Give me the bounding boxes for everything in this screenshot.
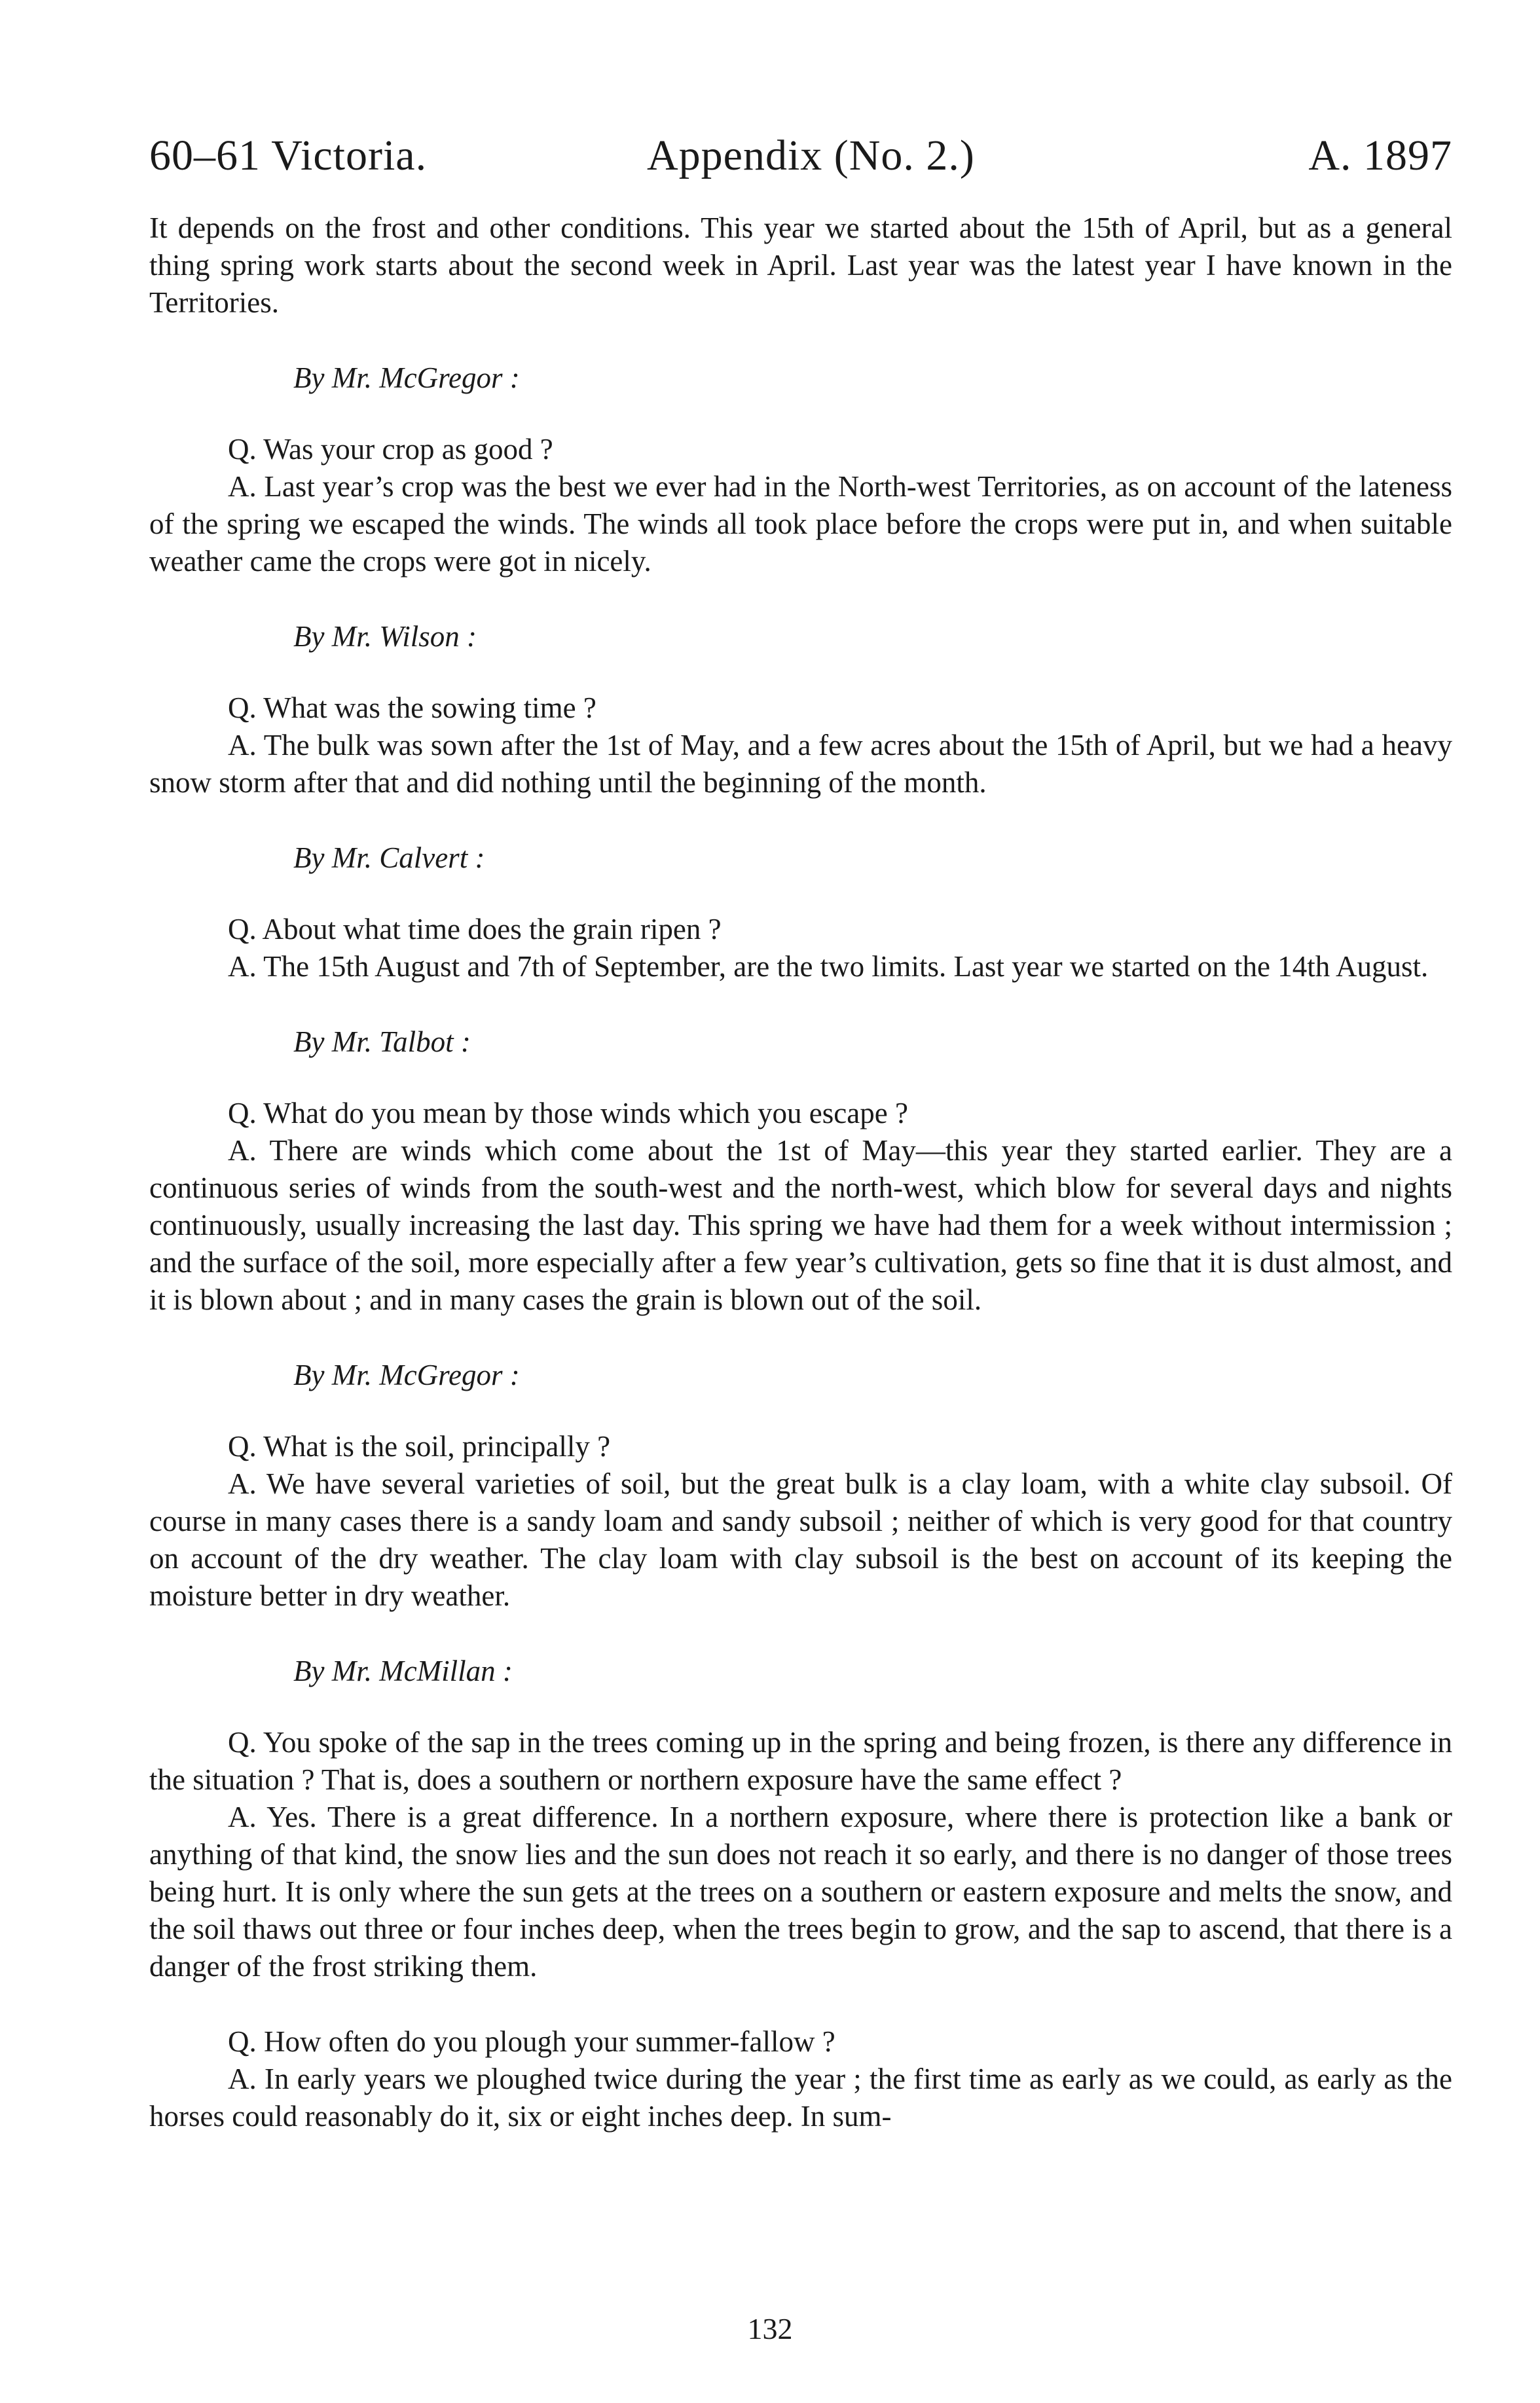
- header-session: 60–61 Victoria.: [149, 132, 428, 179]
- speaker-heading: By Mr. McMillan :: [293, 1655, 513, 1687]
- speaker-heading: By Mr. Wilson :: [293, 620, 477, 653]
- running-header: [149, 131, 1452, 210]
- answer: A. The 15th August and 7th of September, are the two limits. Last year we started on the 14th August.: [228, 950, 1429, 983]
- speaker-heading: By Mr. McGregor :: [293, 361, 520, 394]
- question: Q. What was the sowing time ?: [228, 691, 596, 724]
- testimony-section: [149, 839, 1452, 985]
- speaker-heading: By Mr. Calvert :: [293, 841, 485, 874]
- page-body: [149, 210, 1452, 2135]
- testimony-section: [149, 1023, 1452, 1319]
- document-page: [149, 131, 1452, 2135]
- answer: A. Yes. There is a great difference. In a northern exposure, where there is protection like a bank or anything of that kind, the snow lies and the sun does not reach it so early, and there is no danger of those trees being hurt. It is only where the sun gets at the trees on a southern or eastern exposure and melts the snow, and the soil thaws out three or four inches deep, when the trees begin to grow, and the sap to ascend, that there is a danger of the frost striking them.: [149, 1801, 1452, 1983]
- speaker-heading: By Mr. Talbot :: [293, 1025, 471, 1058]
- answer: A. In early years we ploughed twice during the year ; the first time as early as we could, as early as the horses could reasonably do it, six or eight inches deep. In sum-: [149, 2063, 1452, 2133]
- question: Q. What is the soil, principally ?: [228, 1430, 611, 1463]
- page-number: 132: [747, 2312, 793, 2345]
- speaker-heading: By Mr. McGregor :: [293, 1359, 520, 1391]
- answer: A. There are winds which come about the 1st of May—this year they started earlier. They are a continuous series of winds from the south-west and the north-west, which blow for several days and nights continuously, usually increasing the last day. This spring we have had them for a week without intermission ; and the surface of the soil, more especially after a few year’s cultivation, gets so fine that it is dust almost, and it is blown about ; and in many cases the grain is blown out of the soil.: [149, 1134, 1452, 1316]
- testimony-section: [149, 1653, 1452, 1985]
- answer: A. We have several varieties of soil, but the great bulk is a clay loam, with a white clay subsoil. Of course in many cases there is a sandy loam and sandy subsoil ; neither of which is very good for that country on account of the dry weather. The clay loam with clay subsoil is the best on account of its keeping the moisture better in dry weather.: [149, 1467, 1452, 1612]
- question: Q. Was your crop as good ?: [228, 433, 553, 466]
- testimony-section: [149, 359, 1452, 580]
- header-appendix: Appendix (No. 2.): [647, 132, 975, 179]
- question: Q. You spoke of the sap in the trees coming up in the spring and being frozen, is there any difference in the situation ? That is, does a southern or northern exposure have the same effect ?: [149, 1726, 1452, 1796]
- question: Q. What do you mean by those winds which you escape ?: [228, 1097, 908, 1129]
- testimony-section: [149, 618, 1452, 801]
- question: Q. About what time does the grain ripen ?: [228, 913, 722, 945]
- section-spacer: [149, 1985, 1452, 2023]
- testimony-section-continued: [149, 2023, 1452, 2135]
- question: Q. How often do you plough your summer-fallow ?: [228, 2025, 835, 2058]
- intro-paragraph: It depends on the frost and other conditions. This year we started about the 15th of April, but as a general thing spring work starts about the second week in April. Last year was the latest year I have known in the Territories.: [149, 211, 1452, 319]
- header-year: A. 1897: [1308, 132, 1452, 179]
- testimony-section: [149, 1357, 1452, 1615]
- answer: A. Last year’s crop was the best we ever had in the North-west Territories, as on account of the lateness of the spring we escaped the winds. The winds all took place before the crops were put in, and when suitable weather came the crops were got in nicely.: [149, 470, 1452, 578]
- answer: A. The bulk was sown after the 1st of May, and a few acres about the 15th of April, but we had a heavy snow storm after that and did nothing until the beginning of the month.: [149, 729, 1452, 799]
